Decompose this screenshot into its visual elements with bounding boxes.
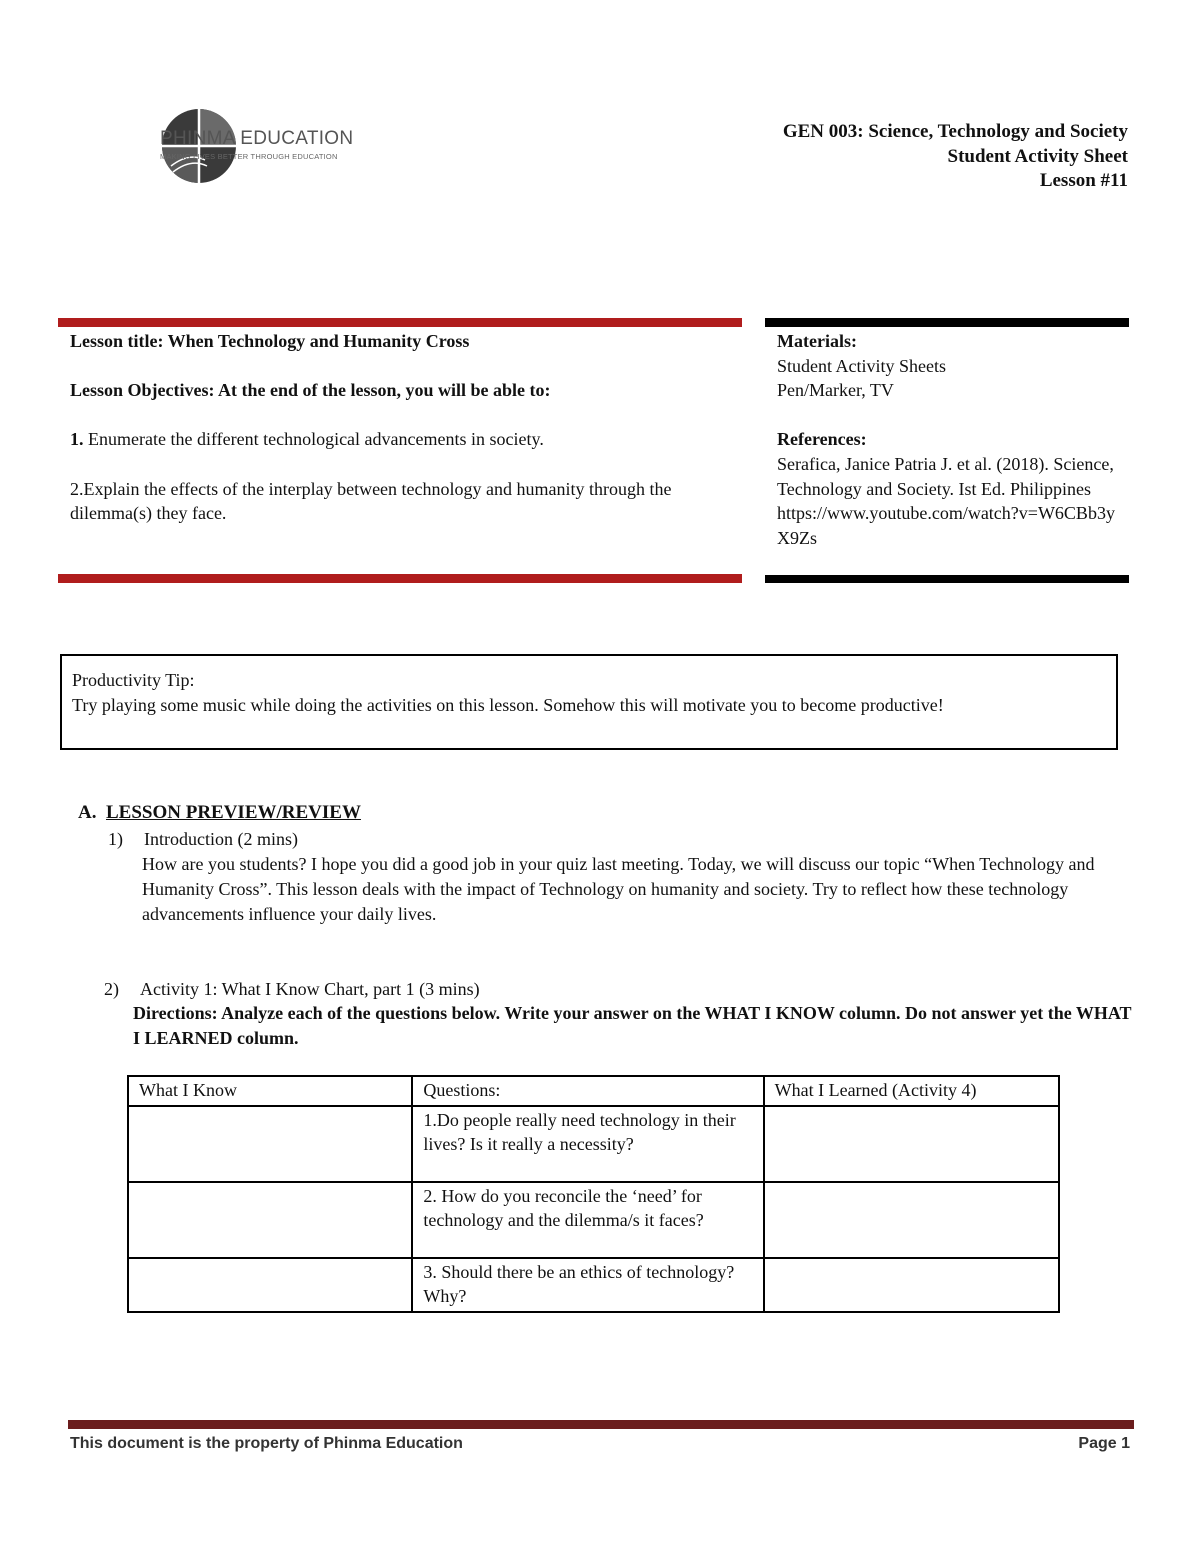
answer-cell-know[interactable] bbox=[128, 1182, 412, 1258]
logo-tagline: MAKING LIVES BETTER THROUGH EDUCATION bbox=[160, 152, 338, 161]
question-cell: 1.Do people really need technology in their lives? Is it really a necessity? bbox=[412, 1106, 763, 1182]
references-heading: References: bbox=[777, 429, 867, 450]
column-header-questions: Questions: bbox=[412, 1076, 763, 1106]
introduction-item bbox=[108, 827, 1098, 927]
table-row bbox=[128, 1182, 1059, 1258]
footer-divider bbox=[68, 1420, 1134, 1429]
lesson-info bbox=[70, 329, 730, 526]
tip-text: Try playing some music while doing the activities on this lesson. Somehow this will motivate you to become productive! bbox=[72, 694, 944, 715]
page-number: Page 1 bbox=[1078, 1435, 1130, 1452]
material-item: Student Activity Sheets bbox=[777, 355, 946, 376]
course-title: GEN 003: Science, Technology and Society bbox=[782, 121, 1128, 142]
item-number: 1) bbox=[108, 829, 123, 849]
footer-property-note: This document is the property of Phinma Education bbox=[70, 1435, 463, 1452]
sheet-title: Student Activity Sheet bbox=[947, 145, 1128, 167]
item-title: Introduction (2 mins) bbox=[144, 829, 298, 849]
answer-cell-learned[interactable] bbox=[764, 1258, 1059, 1312]
lesson-title: Lesson title: When Technology and Humanity Cross bbox=[70, 331, 470, 351]
objectives-heading: Lesson Objectives: At the end of the lesson, you will be able to: bbox=[70, 380, 551, 401]
answer-cell-learned[interactable] bbox=[764, 1182, 1059, 1258]
directions-label: Directions: bbox=[133, 1003, 218, 1023]
black-divider-bottom bbox=[765, 575, 1129, 583]
logo-name: PHINMA EDUCATION bbox=[160, 128, 354, 149]
objective-1-number: 1. bbox=[70, 429, 84, 450]
introduction-text: How are you students? I hope you did a good job in your quiz last meeting. Today, we will discuss our topic “When Technology and Humanity Cross”. This lesson deals with the impact of Technology on humanity and society. Try to reflect how these technology advancements influence your daily lives. bbox=[142, 854, 1095, 924]
objective-1-text: Enumerate the different technological advancements in society. bbox=[83, 429, 544, 450]
section-letter: A. bbox=[78, 802, 97, 823]
tip-heading: Productivity Tip: bbox=[72, 670, 195, 690]
table-row bbox=[128, 1106, 1059, 1182]
directions-text: Analyze each of the questions below. Write your answer on the WHAT I KNOW column. Do not answer yet the WHAT I LEARNED column. bbox=[133, 1003, 1132, 1048]
column-header-what-i-learned: What I Learned (Activity 4) bbox=[764, 1076, 1059, 1106]
question-cell: 2. How do you reconcile the ‘need’ for technology and the dilemma/s it faces? bbox=[412, 1182, 763, 1258]
section-title: LESSON PREVIEW/REVIEW bbox=[105, 802, 361, 823]
directions bbox=[133, 1001, 1133, 1051]
question-cell: 3. Should there be an ethics of technology? Why? bbox=[412, 1258, 763, 1312]
objective-1 bbox=[70, 427, 730, 452]
activity-item bbox=[104, 977, 1134, 1002]
column-header-what-i-know: What I Know bbox=[128, 1076, 412, 1106]
materials-info bbox=[777, 329, 1122, 550]
what-i-know-chart bbox=[127, 1075, 1060, 1313]
answer-cell-know[interactable] bbox=[128, 1258, 412, 1312]
item-title: Activity 1: What I Know Chart, part 1 (3 mins) bbox=[140, 979, 480, 999]
black-divider-top bbox=[765, 318, 1129, 327]
logo-text bbox=[160, 128, 353, 161]
objective-2: 2.Explain the effects of the interplay between technology and humanity through the dilemma(s) they face. bbox=[70, 478, 672, 524]
reference-link[interactable]: https://www.youtube.com/watch?v=W6CBb3yX9Zs bbox=[777, 503, 1115, 548]
item-number: 2) bbox=[104, 979, 119, 999]
red-divider-bottom bbox=[58, 574, 742, 583]
materials-heading: Materials: bbox=[777, 331, 857, 351]
answer-cell-know[interactable] bbox=[128, 1106, 412, 1182]
material-item: Pen/Marker, TV bbox=[777, 380, 894, 401]
document-header bbox=[783, 120, 1128, 194]
productivity-tip-box bbox=[60, 654, 1118, 750]
table-row bbox=[128, 1258, 1059, 1312]
lesson-number: Lesson #11 bbox=[1039, 170, 1128, 191]
section-a-heading bbox=[78, 802, 361, 824]
reference-item: Serafica, Janice Patria J. et al. (2018). Science, Technology and Society. Ist Ed. Philippines bbox=[777, 453, 1114, 499]
red-divider-top bbox=[58, 318, 742, 327]
answer-cell-learned[interactable] bbox=[764, 1106, 1059, 1182]
table-header-row bbox=[128, 1076, 1059, 1106]
